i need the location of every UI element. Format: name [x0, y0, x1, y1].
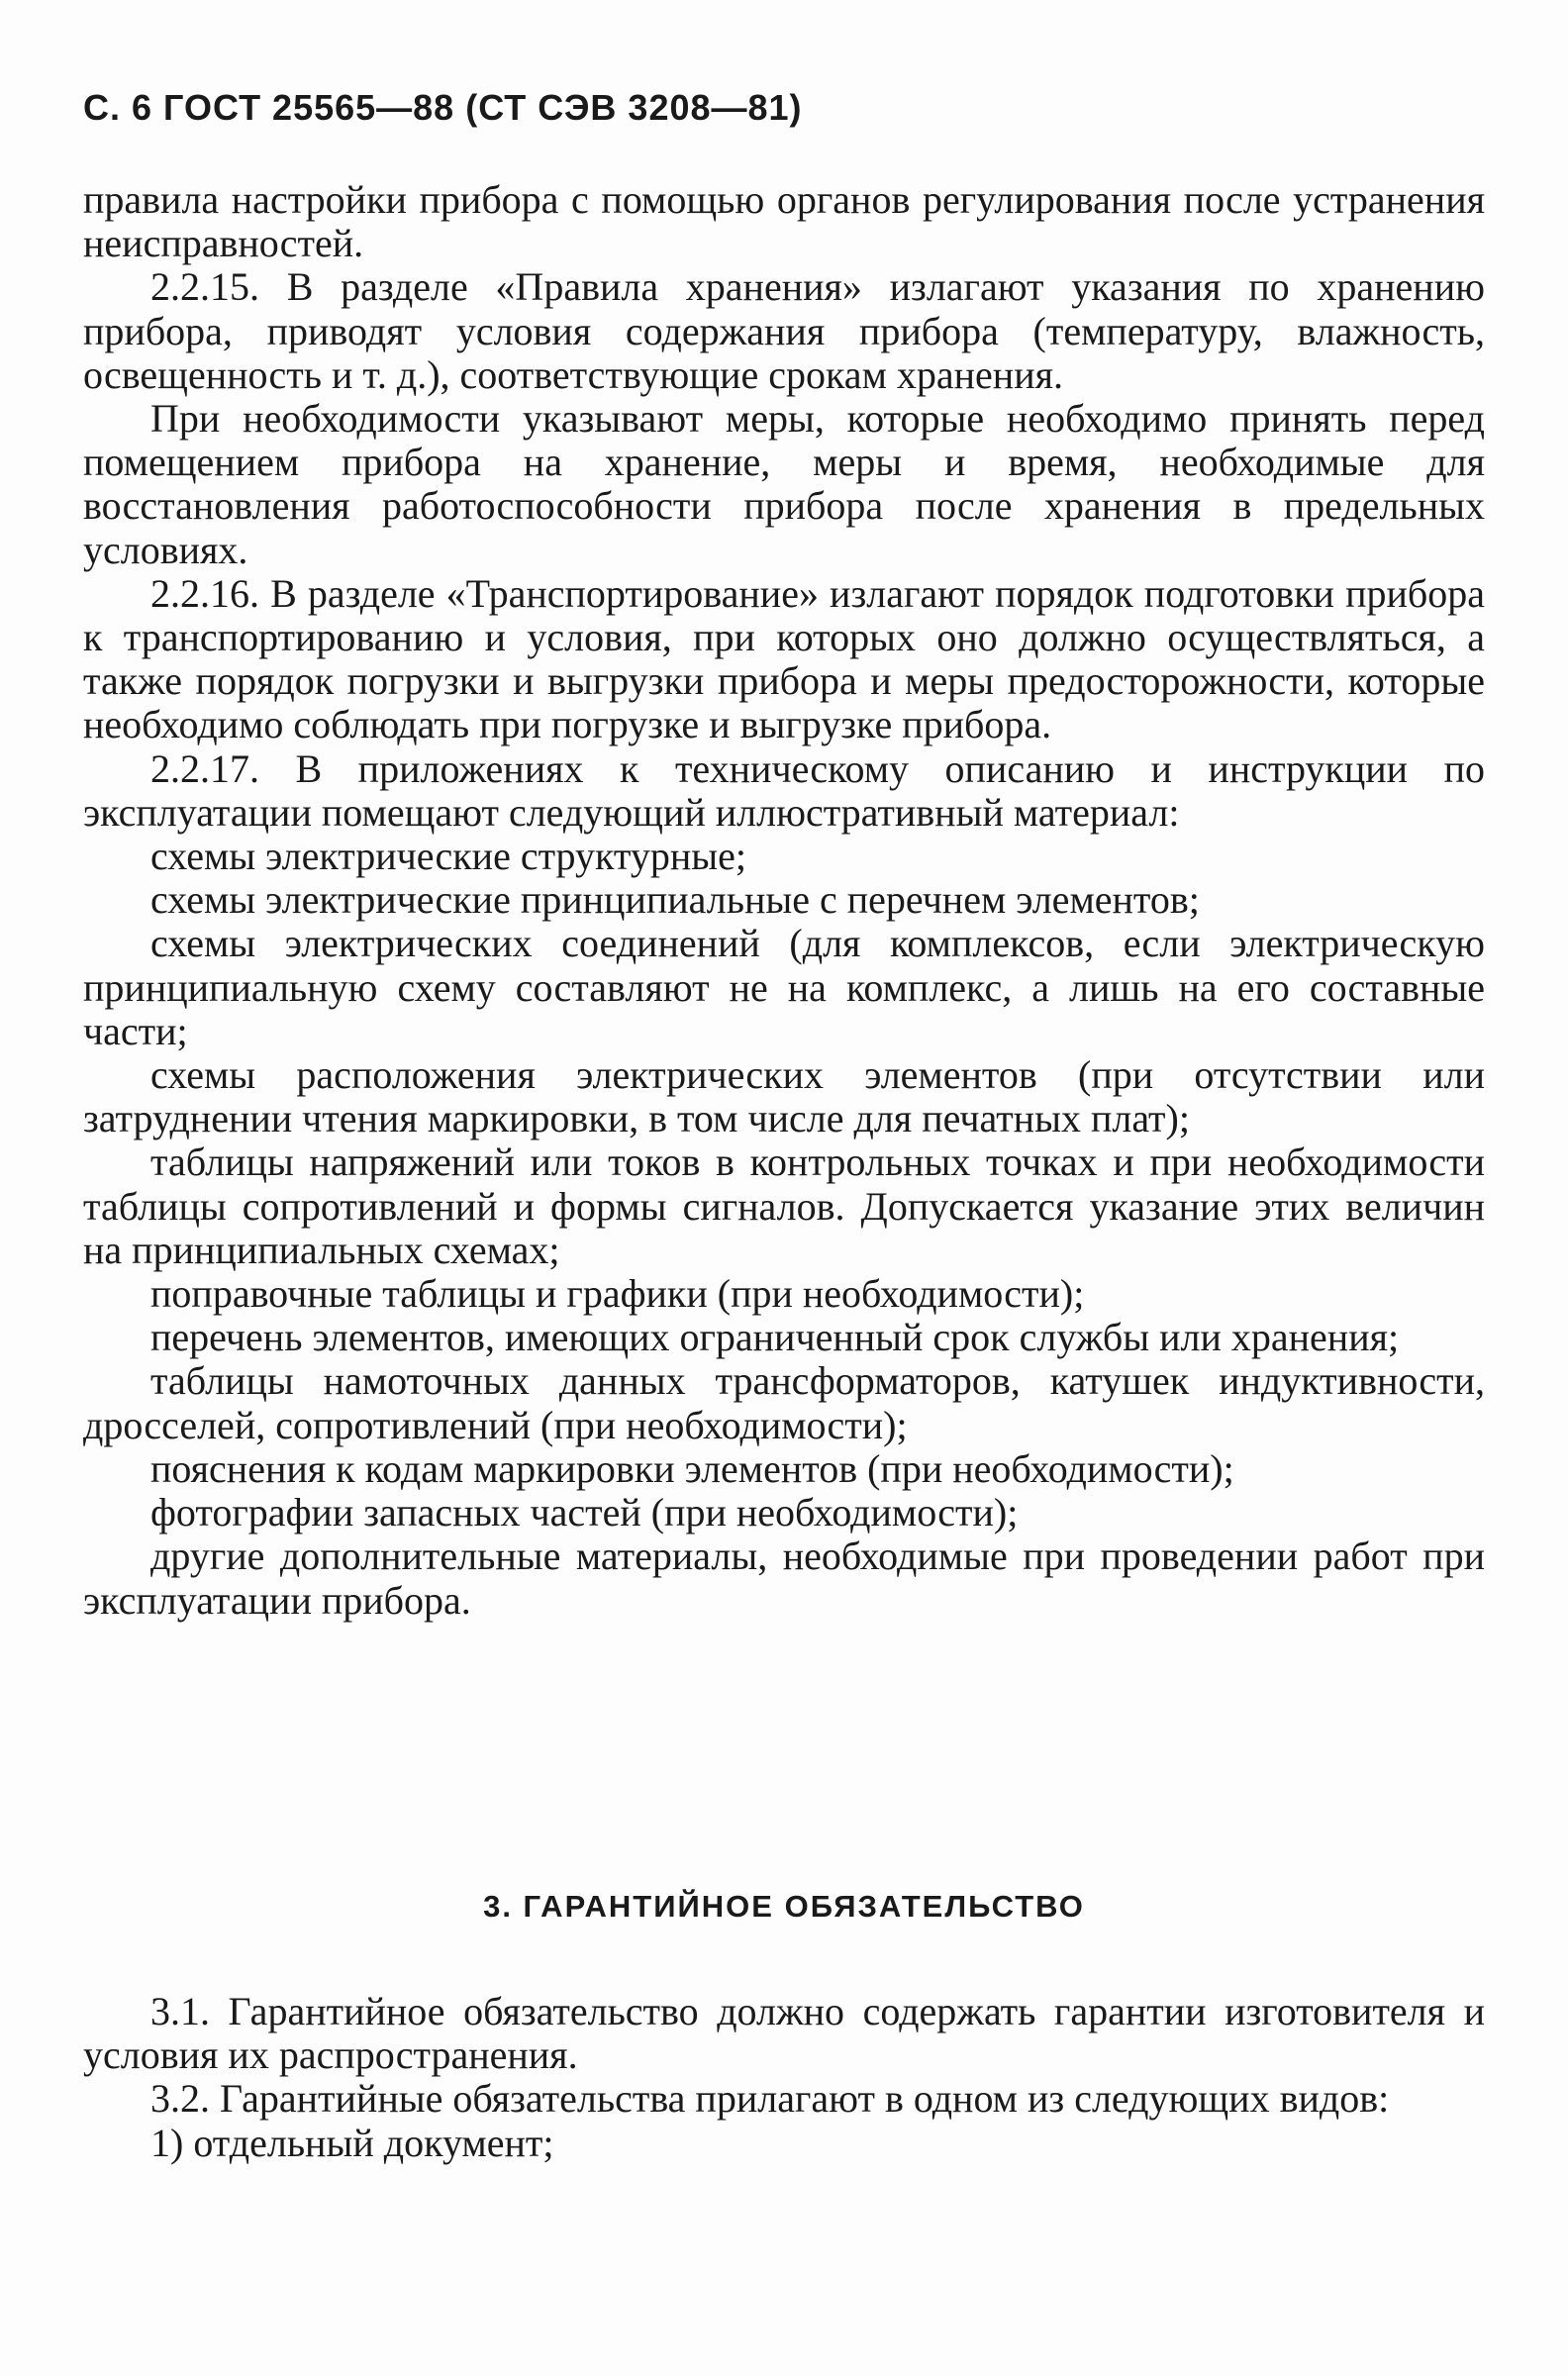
running-header: С. 6 ГОСТ 25565—88 (СТ СЭВ 3208—81): [83, 87, 803, 128]
list-item: таблицы намоточных данных трансформаторов, катушек индуктивности, дросселей, сопротивлений (при необходимости);: [83, 1358, 1485, 1447]
list-item: таблицы напряжений или токов в контрольных точках и при необходимости таблицы сопротивлений и формы сигналов. Допускается указание этих величин на принципиальных схемах;: [83, 1139, 1485, 1272]
list-item: схемы электрических соединений (для комплексов, если электрическую принципиальную схему составляют не на комплекс, а лишь на его составные части;: [83, 921, 1485, 1053]
list-item: схемы расположения электрических элементов (при отсутствии или затруднении чтения маркировки, в том числе для печатных плат);: [83, 1052, 1485, 1141]
paragraph: 3.1. Гарантийное обязательство должно содержать гарантии изготовителя и условия их распространения.: [83, 1989, 1485, 2078]
list-item: фотографии запасных частей (при необходимости);: [150, 1490, 1019, 1535]
paragraph: правила настройки прибора с помощью органов регулирования после устранения неисправностей.: [83, 177, 1485, 266]
paragraph: 2.2.15. В разделе «Правила хранения» излагают указания по хранению прибора, приводят условия содержания прибора (температуру, влажность, освещенность и т. д.), соответствующие срокам хранения.: [83, 264, 1485, 397]
list-item: схемы электрические принципиальные с перечнем элементов;: [150, 877, 1200, 923]
section-heading: 3. ГАРАНТИЙНОЕ ОБЯЗАТЕЛЬСТВО: [483, 1889, 1085, 1924]
paragraph: 3.2. Гарантийные обязательства прилагают в одном из следующих видов:: [150, 2076, 1390, 2122]
paragraph: При необходимости указывают меры, которые необходимо принять перед помещением прибора на хранение, меры и время, необходимые для восстановления работоспособности прибора после хранения в предельных условиях.: [83, 396, 1485, 572]
section-text: [83, 1990, 1485, 2165]
list-item: пояснения к кодам маркировки элементов (при необходимости);: [150, 1445, 1234, 1491]
list-item: другие дополнительные материалы, необходимые при проведении работ при эксплуатации прибора.: [83, 1534, 1485, 1623]
list-item: схемы электрические структурные;: [150, 834, 747, 879]
list-item: перечень элементов, имеющих ограниченный срок службы или хранения;: [150, 1315, 1400, 1360]
list-item: 1) отдельный документ;: [150, 2120, 554, 2165]
body-text: [83, 178, 1485, 1623]
paragraph: 2.2.16. В разделе «Транспортирование» излагают порядок подготовки прибора к транспортированию и условия, при которых оно должно осуществляться, а также порядок погрузки и выгрузки прибора и меры предосторожности, которые необходимо соблюдать при погрузке и выгрузке прибора.: [83, 570, 1485, 747]
list-item: поправочные таблицы и графики (при необходимости);: [150, 1271, 1085, 1317]
paragraph: 2.2.17. В приложениях к техническому описанию и инструкции по эксплуатации помещают следующий иллюстративный материал:: [83, 745, 1485, 835]
